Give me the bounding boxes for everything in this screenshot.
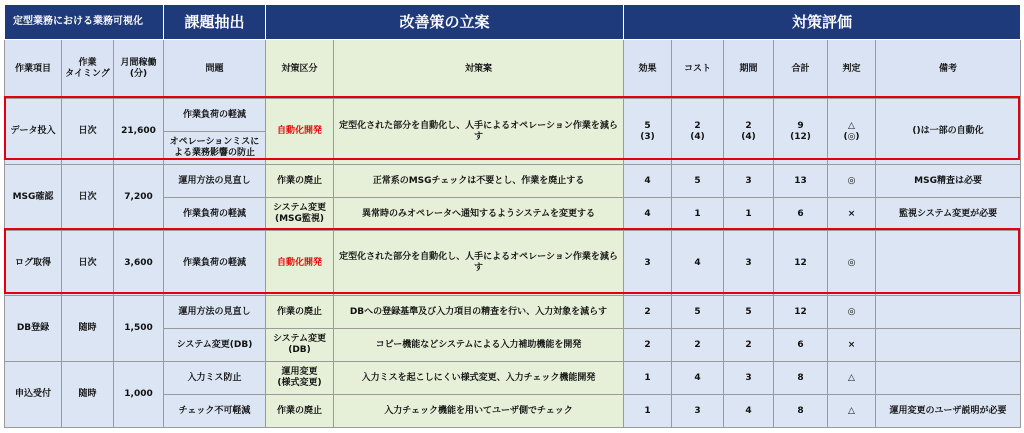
cell-judge: ◎ bbox=[828, 231, 876, 296]
cell-judge: ◎ bbox=[828, 296, 876, 329]
cell-timing: 日次 bbox=[62, 165, 114, 231]
cell-period: 5 bbox=[724, 296, 774, 329]
cell-timing: 日次 bbox=[62, 231, 114, 296]
cell-total: 6 bbox=[774, 198, 828, 231]
cell-plan: 定型化された部分を自動化し、人手によるオペレーション作業を減らす bbox=[334, 231, 624, 296]
cell-category: 運用変更 (様式変更) bbox=[266, 362, 334, 395]
cell-plan: 入力ミスを起こしにくい様式変更、入力チェック機能開発 bbox=[334, 362, 624, 395]
cell-timing: 日次 bbox=[62, 99, 114, 165]
cell-note bbox=[876, 231, 1021, 296]
cell-judge: △ bbox=[828, 362, 876, 395]
cell-period: 4 bbox=[724, 395, 774, 428]
cell-problem: 作業負荷の軽減 bbox=[164, 99, 266, 132]
cell-effect: 4 bbox=[624, 165, 672, 198]
cell-note bbox=[876, 362, 1021, 395]
cell-total: 12 bbox=[774, 231, 828, 296]
cell-problem: 作業負荷の軽減 bbox=[164, 198, 266, 231]
header-note: 備考 bbox=[876, 40, 1021, 99]
cell-plan: 入力チェック機能を用いてユーザ側でチェック bbox=[334, 395, 624, 428]
header-category: 対策区分 bbox=[266, 40, 334, 99]
cell-period: 2 bbox=[724, 329, 774, 362]
cell-period: 1 bbox=[724, 198, 774, 231]
cell-plan: コピー機能などシステムによる入力補助機能を開発 bbox=[334, 329, 624, 362]
cell-effect: 3 bbox=[624, 231, 672, 296]
header-timing: 作業 タイミング bbox=[62, 40, 114, 99]
cell-cost: 3 bbox=[672, 395, 724, 428]
header-problem: 問題 bbox=[164, 40, 266, 99]
cell-item: DB登録 bbox=[5, 296, 62, 362]
cell-note: 監視システム変更が必要 bbox=[876, 198, 1021, 231]
header-monthly: 月間稼働 (分) bbox=[114, 40, 164, 99]
cell-total: 6 bbox=[774, 329, 828, 362]
header-plan: 対策案 bbox=[334, 40, 624, 99]
cell-effect: 2 bbox=[624, 296, 672, 329]
cell-effect: 5 (3) bbox=[624, 99, 672, 165]
header-period: 期間 bbox=[724, 40, 774, 99]
cell-category: 作業の廃止 bbox=[266, 395, 334, 428]
cell-cost: 5 bbox=[672, 296, 724, 329]
cell-total: 12 bbox=[774, 296, 828, 329]
cell-period: 2 (4) bbox=[724, 99, 774, 165]
cell-timing: 随時 bbox=[62, 296, 114, 362]
cell-period: 3 bbox=[724, 165, 774, 198]
section-evaluation: 対策評価 bbox=[624, 5, 1021, 40]
cell-note bbox=[876, 329, 1021, 362]
cell-cost: 2 (4) bbox=[672, 99, 724, 165]
cell-cost: 1 bbox=[672, 198, 724, 231]
cell-plan: 異常時のみオペレータへ通知するようシステムを変更する bbox=[334, 198, 624, 231]
cell-timing: 随時 bbox=[62, 362, 114, 428]
cell-total: 13 bbox=[774, 165, 828, 198]
cell-effect: 1 bbox=[624, 395, 672, 428]
cell-category: システム変更 (DB) bbox=[266, 329, 334, 362]
cell-item: データ投入 bbox=[5, 99, 62, 165]
header-judge: 判定 bbox=[828, 40, 876, 99]
cell-problem: 作業負荷の軽減 bbox=[164, 231, 266, 296]
cell-period: 3 bbox=[724, 362, 774, 395]
cell-note: 運用変更のユーザ説明が必要 bbox=[876, 395, 1021, 428]
cell-note: ()は一部の自動化 bbox=[876, 99, 1021, 165]
cell-problem: チェック不可軽減 bbox=[164, 395, 266, 428]
cell-note bbox=[876, 296, 1021, 329]
cell-total: 8 bbox=[774, 395, 828, 428]
section-visualization: 定型業務における業務可視化 bbox=[5, 5, 164, 40]
cell-judge: △ bbox=[828, 395, 876, 428]
cell-effect: 1 bbox=[624, 362, 672, 395]
evaluation-table bbox=[4, 4, 1021, 428]
cell-cost: 2 bbox=[672, 329, 724, 362]
cell-problem: 入力ミス防止 bbox=[164, 362, 266, 395]
cell-plan: 正常系のMSGチェックは不要とし、作業を廃止する bbox=[334, 165, 624, 198]
header-item: 作業項目 bbox=[5, 40, 62, 99]
cell-plan: 定型化された部分を自動化し、人手によるオペレーション作業を減らす bbox=[334, 99, 624, 165]
cell-cost: 4 bbox=[672, 362, 724, 395]
cell-monthly: 1,000 bbox=[114, 362, 164, 428]
cell-item: MSG確認 bbox=[5, 165, 62, 231]
cell-monthly: 7,200 bbox=[114, 165, 164, 231]
header-effect: 効果 bbox=[624, 40, 672, 99]
cell-period: 3 bbox=[724, 231, 774, 296]
cell-judge: × bbox=[828, 329, 876, 362]
cell-item: 申込受付 bbox=[5, 362, 62, 428]
cell-category: システム変更 (MSG監視) bbox=[266, 198, 334, 231]
cell-problem: 運用方法の見直し bbox=[164, 165, 266, 198]
cell-cost: 4 bbox=[672, 231, 724, 296]
section-planning: 改善策の立案 bbox=[266, 5, 624, 40]
cell-cost: 5 bbox=[672, 165, 724, 198]
cell-monthly: 3,600 bbox=[114, 231, 164, 296]
cell-category: 自動化開発 bbox=[266, 231, 334, 296]
cell-judge: ◎ bbox=[828, 165, 876, 198]
cell-monthly: 21,600 bbox=[114, 99, 164, 165]
cell-note: MSG精査は必要 bbox=[876, 165, 1021, 198]
cell-problem: システム変更(DB) bbox=[164, 329, 266, 362]
cell-total: 8 bbox=[774, 362, 828, 395]
cell-judge: △ (◎) bbox=[828, 99, 876, 165]
cell-problem: オペレーションミスによる業務影響の防止 bbox=[164, 132, 266, 165]
cell-category: 自動化開発 bbox=[266, 99, 334, 165]
cell-problem: 運用方法の見直し bbox=[164, 296, 266, 329]
cell-judge: × bbox=[828, 198, 876, 231]
cell-monthly: 1,500 bbox=[114, 296, 164, 362]
cell-category: 作業の廃止 bbox=[266, 165, 334, 198]
cell-effect: 4 bbox=[624, 198, 672, 231]
cell-effect: 2 bbox=[624, 329, 672, 362]
cell-total: 9 (12) bbox=[774, 99, 828, 165]
header-total: 合計 bbox=[774, 40, 828, 99]
section-extraction: 課題抽出 bbox=[164, 5, 266, 40]
header-cost: コスト bbox=[672, 40, 724, 99]
cell-item: ログ取得 bbox=[5, 231, 62, 296]
cell-category: 作業の廃止 bbox=[266, 296, 334, 329]
cell-plan: DBへの登録基準及び入力項目の精査を行い、入力対象を減らす bbox=[334, 296, 624, 329]
